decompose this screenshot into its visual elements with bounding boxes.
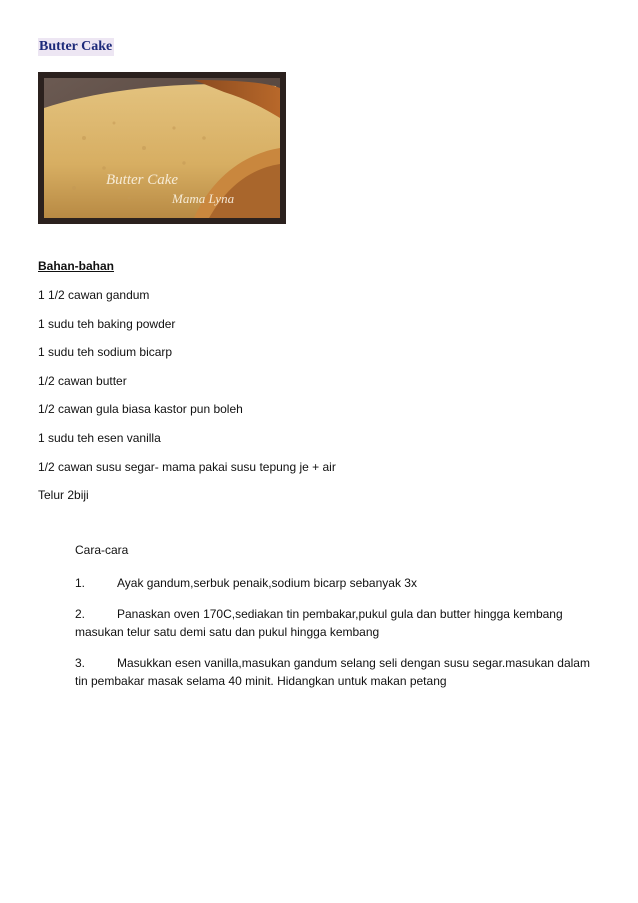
method-section — [75, 543, 605, 703]
ingredient-item: 1/2 cawan gula biasa kastor pun boleh — [38, 402, 243, 417]
step-number: 1. — [75, 576, 86, 590]
cake-image — [44, 78, 280, 218]
photo-watermark-line2: Mama Lyna — [172, 191, 235, 206]
ingredients-heading: Bahan-bahan — [38, 259, 115, 273]
step-text: Panaskan oven 170C,sediakan tin pembakar,pukul gula dan butter hingga kembang masukan telur satu demi satu dan pukul hingga kembang — [75, 607, 563, 639]
ingredient-item: 1 1/2 cawan gandum — [38, 288, 150, 302]
step-text: Ayak gandum,serbuk penaik,sodium bicarp sebanyak 3x — [117, 576, 417, 590]
ingredient-item: 1/2 cawan butter — [38, 373, 127, 388]
ingredient-item: Telur 2biji — [38, 488, 89, 503]
step-number: 3. — [75, 656, 86, 670]
recipe-title: Butter Cake — [39, 39, 113, 54]
photo-watermark-line1: Butter Cake — [106, 172, 179, 188]
ingredient-item: 1 sudu teh baking powder — [38, 316, 176, 331]
method-step — [75, 654, 605, 690]
method-heading: Cara-cara — [75, 543, 129, 557]
ingredient-item: 1 sudu teh esen vanilla — [38, 430, 161, 445]
method-step — [75, 605, 605, 641]
ingredients-list — [38, 288, 336, 517]
ingredient-item: 1 sudu teh sodium bicarp — [38, 345, 173, 360]
step-number: 2. — [75, 607, 86, 621]
ingredient-item: 1/2 cawan susu segar- mama pakai susu tepung je + air — [38, 459, 336, 474]
method-step — [75, 574, 605, 592]
butter-cake-photo — [38, 72, 286, 224]
step-text: Masukkan esen vanilla,masukan gandum selang seli dengan susu segar.masukan dalam tin pembakar masak selama 40 minit. Hidangkan untuk makan petang — [75, 656, 590, 688]
